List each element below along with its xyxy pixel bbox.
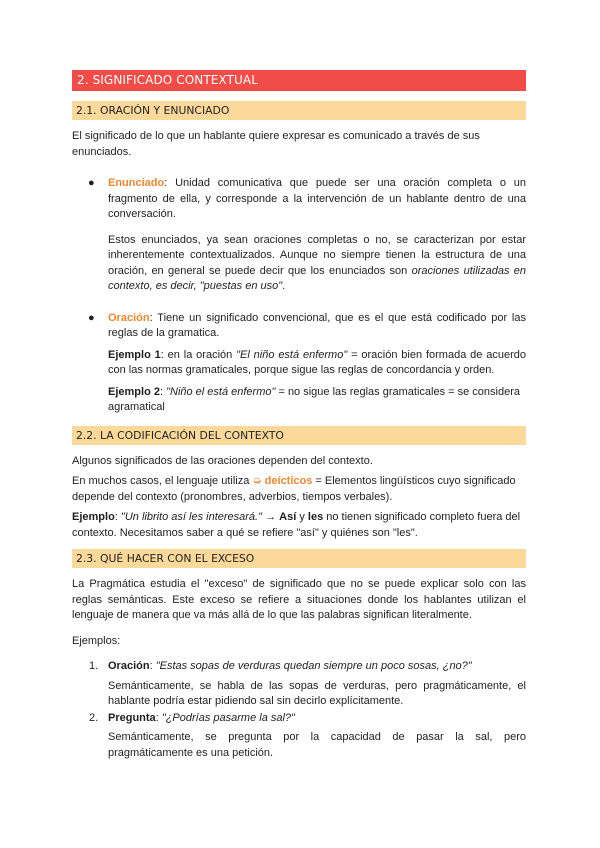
section-heading: 2. SIGNIFICADO CONTEXTUAL <box>72 70 526 91</box>
example-pregunta: Pregunta: "¿Podrías pasarme la sal?" <box>108 711 295 724</box>
intro-paragraph: El significado de lo que un hablante quiere expresar es comunicado a través de sus enunciados. <box>72 130 480 158</box>
bullet-dot-icon: ● <box>88 177 95 189</box>
bullet-dot-icon: ● <box>88 311 95 324</box>
deicticos-paragraph: En muchos casos, el lenguaje utiliza ➭ deícticos = Elementos lingüísticos cuyo significado depende del contexto (pronombres, adverbios, tiempos verbales). <box>72 475 516 503</box>
enunciado-paragraph: Estos enunciados, ya sean oraciones completas o no, se caracterizan por estar inherentemente contextualizados. Aunque no siempre tienen la estructura de una oración, en general se puede decir que los enunciados son oraciones utilizadas en contexto, es decir, "puestas en uso". <box>108 233 526 292</box>
list-item: 1. Oración: "Estas sopas de verduras quedan siempre un poco sosas, ¿no?" Semánticamente, se habla de las sopas de verduras, pero pragmáticamente, el hablante podría estar pidiendo sal sin decirlo explícitamente. <box>72 659 526 710</box>
subsection-heading-codificacion: 2.2. LA CODIFICACIÓN DEL CONTEXTO <box>72 426 526 445</box>
example-oracion: Oración: "Estas sopas de verduras quedan siempre un poco sosas, ¿no?" <box>108 660 472 672</box>
list-item: 2. Pregunta: "¿Podrías pasarme la sal?" Semánticamente, se pregunta por la capacidad de pasar la sal, pero pragmáticamente es una petición. <box>72 711 526 762</box>
example-pregunta-explanation: Semánticamente, se pregunta por la capacidad de pasar la sal, pero pragmáticamente es una petición. <box>108 731 526 759</box>
arrow-icon: ➭ <box>252 475 265 487</box>
example-oracion-explanation: Semánticamente, se habla de las sopas de verduras, pero pragmáticamente, el hablante podría estar pidiendo sal sin decirlo explícitamente. <box>108 679 526 707</box>
term-oracion: Oración <box>108 311 150 324</box>
term-deicticos: deícticos <box>264 475 313 487</box>
oracion-definition: Oración: Tiene un significado convencional, que es el que está codificado por las reglas de la gramatica. <box>108 311 526 339</box>
pragmatica-paragraph: La Pragmática estudia el "exceso" de significado que no se puede explicar solo con las reglas semánticas. Este exceso se refiere a situaciones donde los hablantes utilizan el lenguaje de manera que va más allá de lo que las palabras significan literalmente. <box>72 578 526 621</box>
examples-label: Ejemplos: <box>72 634 121 647</box>
enunciado-definition: Enunciado: Unidad comunicativa que puede ser una oración completa o un fragmento de ella, y corresponde a la intervención de un hablante dentro de una conversación. <box>108 177 526 220</box>
document-page <box>72 70 526 761</box>
bullet-enunciado <box>72 176 526 295</box>
term-enunciado: Enunciado <box>108 177 165 189</box>
deicticos-example: Ejemplo: "Un librito así les interesará." → Así y les no tienen significado completo fuera del contexto. Necesitamos saber a qué se refiere "así" y quiénes son "les". <box>72 511 521 539</box>
example-1: Ejemplo 1: en la oración "El niño está enfermo" = oración bien formada de acuerdo con las normas gramaticales, porque sigue las reglas de concordancia y orden. <box>108 348 527 376</box>
example-2: Ejemplo 2: "Niño el está enfermo" = no sigue las reglas gramaticales = se considera agramatical <box>108 385 520 413</box>
context-paragraph: Algunos significados de las oraciones dependen del contexto. <box>72 454 373 467</box>
subsection-heading-oracion-enunciado: 2.1. ORACIÓN Y ENUNCIADO <box>72 101 526 120</box>
subsection-heading-exceso: 2.3. QUÉ HACER CON EL EXCESO <box>72 549 526 568</box>
bullet-oracion <box>72 311 526 416</box>
